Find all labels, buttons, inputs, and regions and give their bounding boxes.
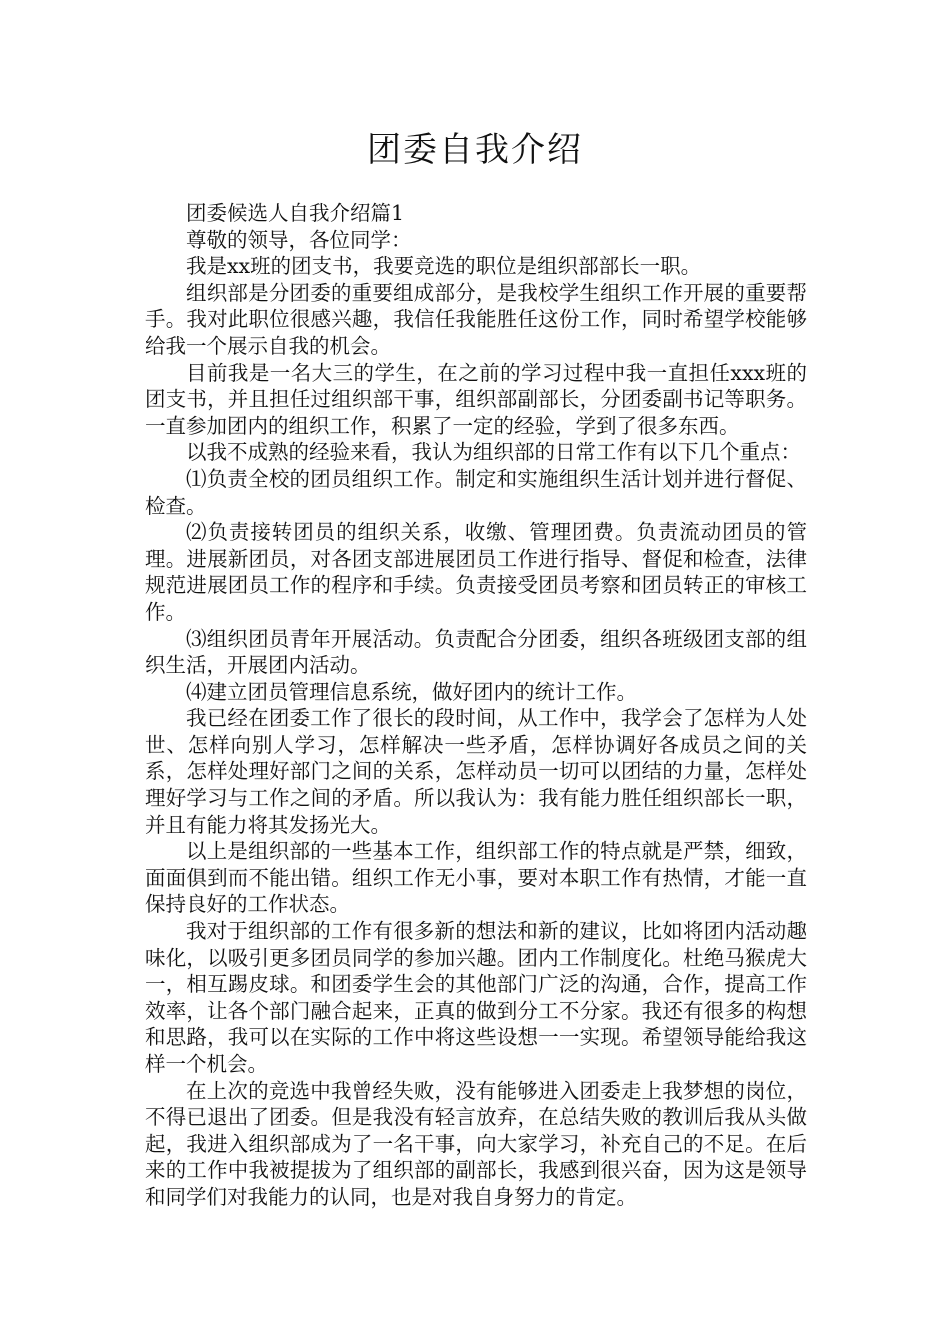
paragraph: 以上是组织部的一些基本工作，组织部工作的特点就是严禁，细致，面面俱到而不能出错。组织工作无小事，要对本职工作有热情，才能一直保持良好的工作状态。 (145, 839, 807, 917)
list-item-paragraph: ⑵负责接转团员的组织关系，收缴、管理团费。负责流动团员的管理。进展新团员，对各团支部进展团员工作进行指导、督促和检查，法律规范进展团员工作的程序和手续。负责接受团员考察和团员转正的审核工作。 (145, 520, 807, 624)
paragraph: 我是xx班的团支书，我要竞选的职位是组织部部长一职。 (186, 254, 702, 279)
salutation: 尊敬的领导，各位同学： (186, 227, 412, 252)
document-title: 团委自我介绍 (367, 130, 583, 170)
paragraph: 在上次的竞选中我曾经失败，没有能够进入团委走上我梦想的岗位，不得已退出了团委。但是我没有轻言放弃，在总结失败的教训后我从头做起，我进入组织部成为了一名干事，向大家学习，补充自己的不足。在后来的工作中我被提拔为了组织部的副部长，我感到很兴奋，因为这是领导和同学们对我能力的认同，也是对我自身努力的肯定。 (145, 1078, 807, 1209)
section-heading: 团委候选人自我介绍篇1 (186, 201, 405, 225)
list-item-paragraph: ⑶组织团员青年开展活动。负责配合分团委，组织各班级团支部的组织生活，开展团内活动。 (145, 626, 807, 678)
paragraph: 我已经在团委工作了很长的段时间，从工作中，我学会了怎样为人处世、怎样向别人学习，怎样解决一些矛盾，怎样协调好各成员之间的关系，怎样处理好部门之间的关系，怎样动员一切可以团结的力量，怎样处理好学习与工作之间的矛盾。所以我认为：我有能力胜任组织部长一职，并且有能力将其发扬光大。 (145, 706, 807, 837)
paragraph: 目前我是一名大三的学生，在之前的学习过程中我一直担任xxx班的团支书，并且担任过组织部干事，组织部副部长，分团委副书记等职务。一直参加团内的组织工作，积累了一定的经验，学到了很多东西。 (145, 360, 807, 438)
document-body (145, 200, 807, 1211)
list-item-paragraph: ⑷建立团员管理信息系统，做好团内的统计工作。 (186, 679, 637, 704)
paragraph: 以我不成熟的经验来看，我认为组织部的日常工作有以下几个重点： (186, 440, 801, 465)
list-item-paragraph: ⑴负责全校的团员组织工作。制定和实施组织生活计划并进行督促、检查。 (145, 466, 807, 518)
paragraph: 组织部是分团委的重要组成部分，是我校学生组织工作开展的重要帮手。我对此职位很感兴趣，我信任我能胜任这份工作，同时希望学校能够给我一个展示自我的机会。 (145, 280, 807, 358)
paragraph: 我对于组织部的工作有很多新的想法和新的建议，比如将团内活动趣味化，以吸引更多团员同学的参加兴趣。团内工作制度化。杜绝马猴虎大一，相互踢皮球。和团委学生会的其他部门广泛的沟通，合作，提高工作效率，让各个部门融合起来，正真的做到分工不分家。我还有很多的构想和思路，我可以在实际的工作中将这些设想一一实现。希望领导能给我这样一个机会。 (145, 919, 807, 1076)
